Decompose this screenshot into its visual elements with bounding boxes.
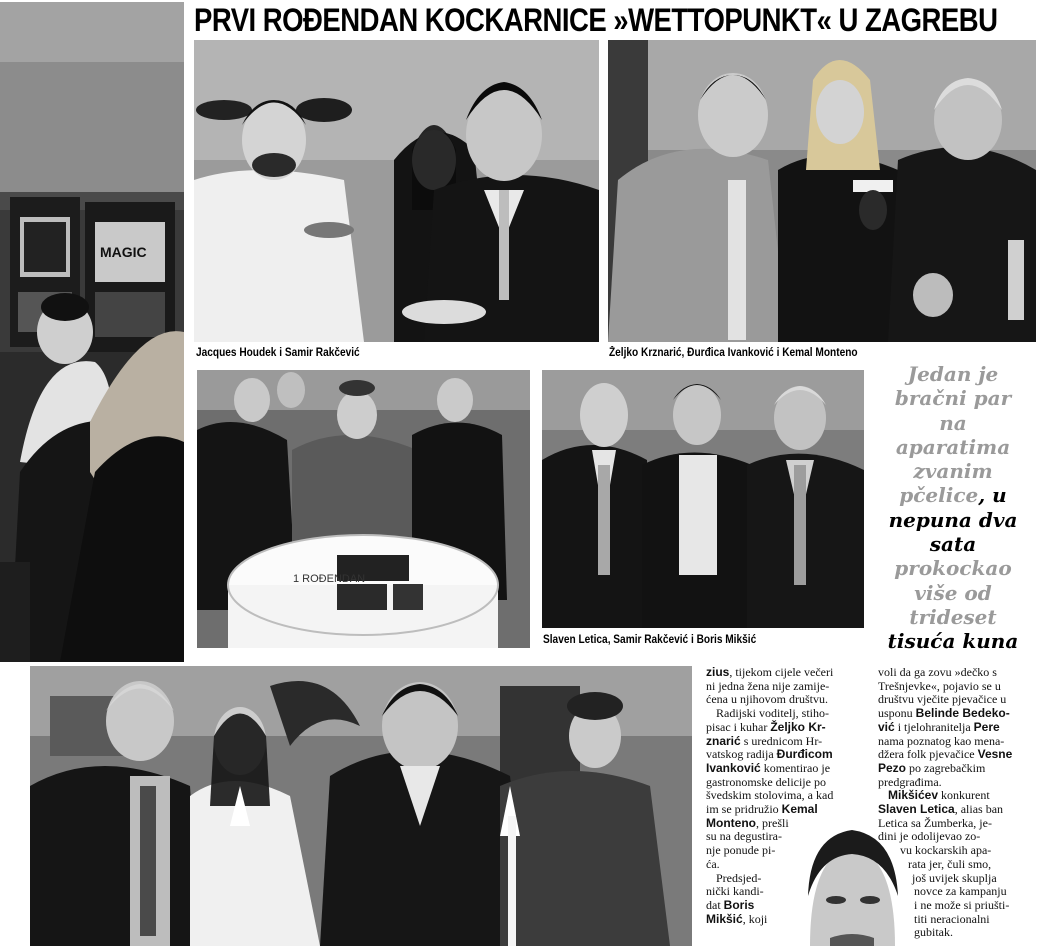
text-line: usponu Belinde Bedeko- bbox=[878, 706, 1010, 721]
text-line: Letica sa Žumberka, je- bbox=[878, 815, 992, 830]
text-line: ni jedna žena nije zamije- bbox=[706, 678, 830, 693]
text-line: vatskog radija Đurđicom bbox=[706, 747, 833, 762]
text-line: džera folk pjevačice Vesne bbox=[878, 747, 1013, 762]
text-line: Pezo po zagrebačkim bbox=[878, 760, 986, 775]
pull-quote-line: tisuća kuna bbox=[887, 629, 1019, 654]
text-line: Radijski voditelj, stiho- bbox=[716, 706, 829, 721]
text-line: nje ponude pi- bbox=[706, 843, 776, 858]
text-line: ćena u njihovom društvu. bbox=[706, 692, 828, 707]
text-line: voli da ga zovu »dečko s bbox=[878, 665, 997, 679]
text-line: Mikšićev konkurent bbox=[888, 788, 990, 803]
photo-cake-cutting bbox=[30, 666, 692, 946]
text-line: rata jer, čuli smo, bbox=[908, 856, 992, 871]
article-column-1 bbox=[706, 666, 866, 926]
article-column-2 bbox=[878, 666, 1038, 940]
pull-quote-line: trideset bbox=[909, 604, 997, 629]
pull-quote-line: na bbox=[939, 410, 967, 435]
text-line: švedskim stolovima, a kad bbox=[706, 788, 834, 803]
pull-quote-line: više od bbox=[914, 580, 992, 605]
pull-quote-line: pčelice, u bbox=[899, 483, 1007, 508]
text-line: predgrađima. bbox=[878, 774, 942, 789]
pull-quote-line: zvanim bbox=[913, 459, 993, 484]
text-line: zius, tijekom cijele večeri bbox=[706, 665, 834, 679]
text-line: nama poznatog kao mena- bbox=[878, 733, 1005, 748]
text-line: gubitak. bbox=[914, 925, 953, 940]
pull-quote-line: sata bbox=[929, 532, 977, 557]
text-line: novce za kampanju bbox=[914, 884, 1007, 899]
pull-quote-line: Jedan je bbox=[907, 362, 999, 386]
text-line: su na degustira- bbox=[706, 829, 782, 844]
photo-krznaric-ivankovic-monteno bbox=[608, 40, 1036, 342]
pull-quote bbox=[868, 362, 1038, 654]
text-line: vu kockarskih apa- bbox=[900, 843, 992, 858]
text-line: Monteno, prešli bbox=[706, 815, 789, 830]
text-line: Trešnjevke«, pojavio se u bbox=[878, 678, 1001, 693]
pull-quote-line: prokockao bbox=[894, 556, 1012, 581]
text-line: Ivanković komentirao je bbox=[706, 760, 831, 775]
photo-slot-machines bbox=[0, 2, 184, 662]
photo-houdek-rakcevic bbox=[194, 40, 599, 342]
caption-photo-4: Slaven Letica, Samir Rakčević i Boris Mikšić bbox=[543, 634, 757, 646]
text-line: društvu vječite pjevačice u bbox=[878, 692, 1007, 707]
text-line: gastronomske delicije po bbox=[706, 774, 826, 789]
text-line: dat Boris bbox=[706, 897, 755, 912]
pull-quote-line: nepuna dva bbox=[888, 507, 1018, 532]
cake-text: 1 ROĐENDAN bbox=[293, 573, 366, 585]
pull-quote-line: bračni par bbox=[894, 386, 1012, 411]
text-line: nički kandi- bbox=[706, 884, 764, 899]
pull-quote-line: aparatima bbox=[895, 434, 1011, 459]
text-line: vić i tjelohraniteljа Pere bbox=[878, 719, 1000, 734]
text-line: im se pridružio Kemal bbox=[706, 802, 818, 817]
photo-birthday-cake bbox=[197, 370, 530, 648]
text-line: još uvijek skuplja bbox=[912, 870, 997, 885]
svg-text:MAGIC: MAGIC bbox=[100, 244, 147, 260]
text-line: Slaven Letica, alias ban bbox=[878, 802, 1004, 817]
page-headline: PRVI ROĐENDAN KOCKARNICE »WETTOPUNKT« U ZAGREBU bbox=[194, 2, 998, 38]
text-line: znarić s urednicom Hr- bbox=[706, 733, 823, 748]
text-line: pisac i kuhar Željko Kr- bbox=[706, 719, 826, 734]
caption-photo-2: Željko Krznarić, Đurđica Ivanković i Kemal Monteno bbox=[609, 347, 858, 359]
text-line: Predsjed- bbox=[716, 870, 762, 885]
text-line: i ne može si priušti- bbox=[914, 897, 1010, 912]
text-line: dini je odolijevao zo- bbox=[878, 829, 981, 844]
text-line: Mikšić, koji bbox=[706, 911, 768, 926]
text-line: ća. bbox=[706, 856, 720, 871]
text-line: titi neracionalni bbox=[914, 911, 990, 926]
photo-letica-rakcevic-miksic bbox=[542, 370, 864, 628]
caption-photo-1: Jacques Houdek i Samir Rakčević bbox=[196, 347, 360, 359]
